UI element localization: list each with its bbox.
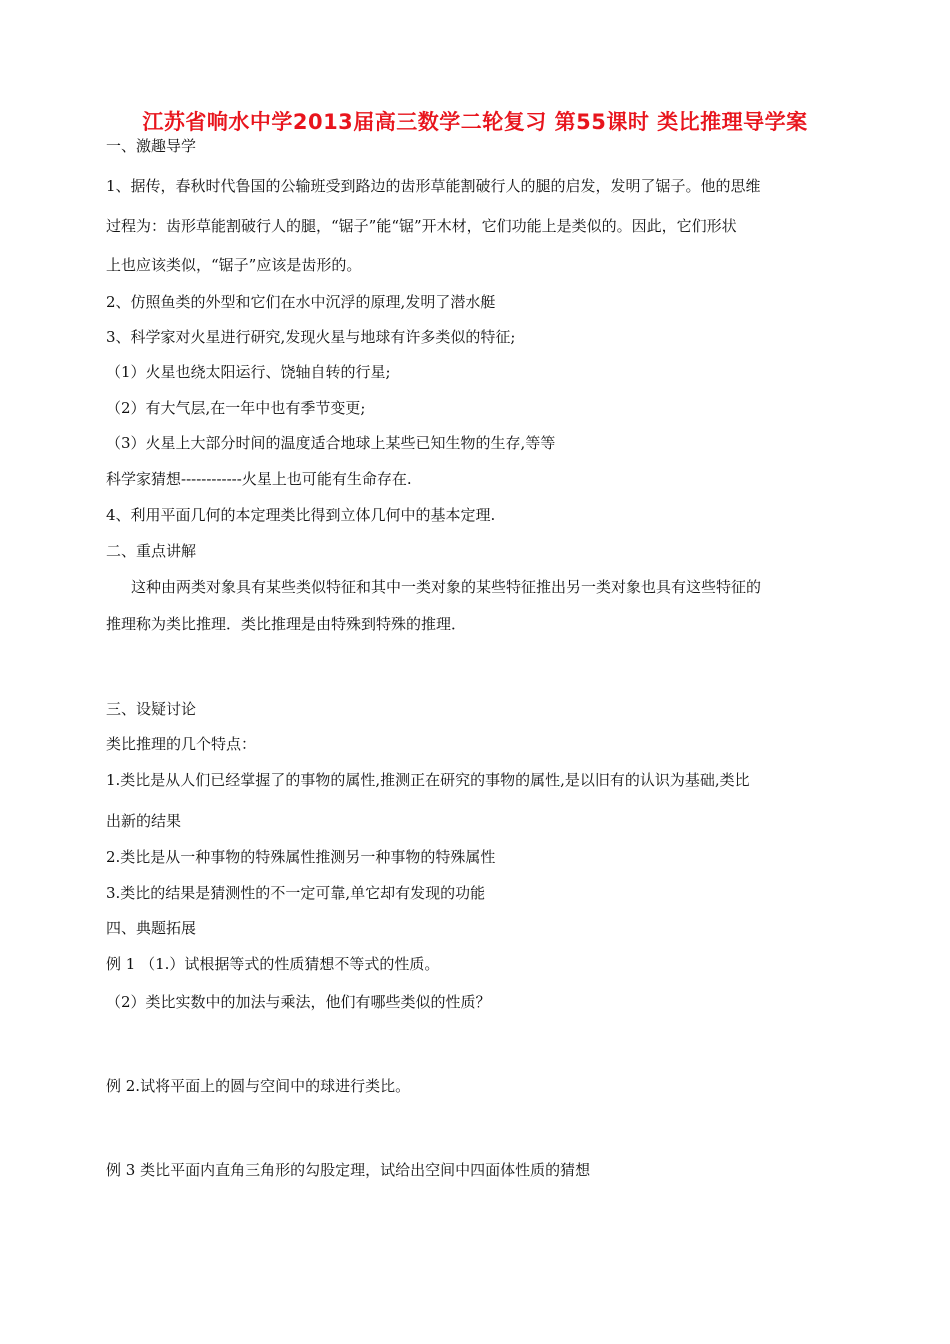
paragraph-2: 2、仿照鱼类的外型和它们在水中沉浮的原理,发明了潜水艇 [106,293,496,311]
section-heading-4: 四、典题拓展 [106,919,197,937]
paragraph-6: 类比推理的几个特点： [106,735,257,753]
example-1-part-2: （2）类比实数中的加法与乘法，他们有哪些类似的性质？ [106,993,491,1011]
section-heading-2: 二、重点讲解 [106,542,197,560]
example-3: 例 3 类比平面内直角三角形的勾股定理，试给出空间中四面体性质的猜想 [106,1161,591,1179]
example-2: 例 2.试将平面上的圆与空间中的球进行类比。 [106,1077,411,1095]
paragraph-5-line-1: 这种由两类对象具有某些类似特征和其中一类对象的某些特征推出另一类对象也具有这些特征的 [131,578,762,596]
section-heading-3: 三、设疑讨论 [106,700,197,718]
paragraph-3-item-2: （2）有大气层,在一年中也有季节变更; [106,399,366,417]
example-1-part-1: 例 1 （1.）试根据等式的性质猜想不等式的性质。 [106,955,440,973]
section-heading-1: 一、激趣导学 [106,137,197,155]
page-title: 江苏省响水中学2013届高三数学二轮复习 第55课时 类比推理导学案 [142,110,808,134]
paragraph-1-line-1: 1、据传，春秋时代鲁国的公输班受到路边的齿形草能割破行人的腿的启发，发明了锯子。他的思维 [106,177,761,195]
paragraph-4: 4、利用平面几何的本定理类比得到立体几何中的基本定理. [106,506,496,524]
paragraph-7-line-1: 1.类比是从人们已经掌握了的事物的属性,推测正在研究的事物的属性,是以旧有的认识为基础,类比 [106,771,750,789]
paragraph-1-line-3: 上也应该类似，“锯子”应该是齿形的。 [106,256,362,274]
paragraph-7-line-2: 出新的结果 [106,812,182,830]
paragraph-5-line-2: 推理称为类比推理．类比推理是由特殊到特殊的推理． [106,615,467,633]
paragraph-8: 2.类比是从一种事物的特殊属性推测另一种事物的特殊属性 [106,848,496,866]
paragraph-1-line-2: 过程为：齿形草能割破行人的腿，“锯子”能“锯”开木材，它们功能上是类似的。因此，它们形状 [106,217,737,235]
paragraph-3-item-1: （1）火星也绕太阳运行、饶轴自转的行星; [106,363,391,381]
paragraph-3: 3、科学家对火星进行研究,发现火星与地球有许多类似的特征; [106,328,516,346]
paragraph-9: 3.类比的结果是猜测性的不一定可靠,单它却有发现的功能 [106,884,486,902]
paragraph-3-item-3: （3）火星上大部分时间的温度适合地球上某些已知生物的生存,等等 [106,434,556,452]
paragraph-3-conclusion: 科学家猜想------------火星上也可能有生命存在. [106,470,412,488]
